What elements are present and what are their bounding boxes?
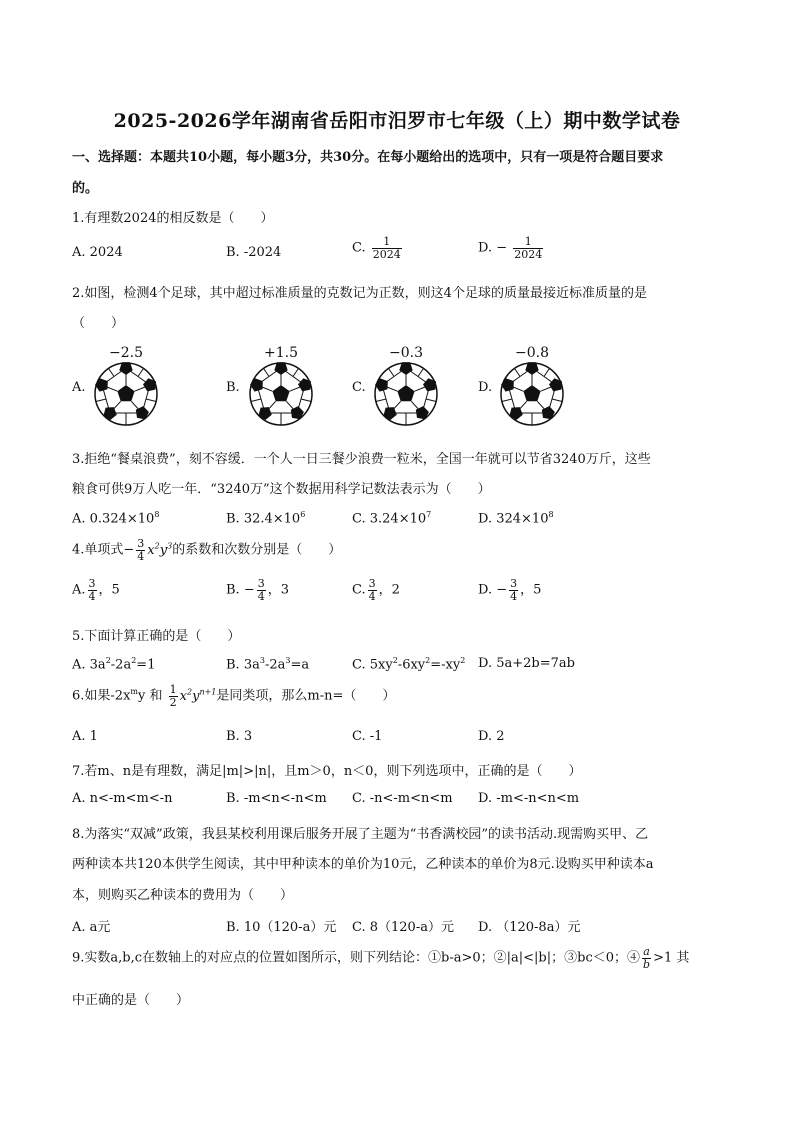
q4-stem: 4.单项式− $\frac{3}{4}$ $x^2y^3$的系数和次数分别是（ ） xyxy=(72,537,342,563)
soccer-ball-icon xyxy=(93,361,159,427)
q8-stem-cont: 两种读本共120本供学生阅读，其中甲种读本的单价为10元，乙种读本的单价为8元.设购买甲种读本a xyxy=(72,857,654,872)
q6-stem: 6.如果$-2x^my$ 和 $\frac{1}{2}$ $x^2y^{n+1}$是同类项，那么m-n=（ ） xyxy=(72,683,396,709)
q1-option-b: B. -2024 xyxy=(226,245,282,260)
page-title: 2025-2026学年湖南省岳阳市汨罗市七年级（上）期中数学试卷 xyxy=(113,110,681,132)
q8-stem: 8.为落实“双减”政策，我县某校利用课后服务开展了主题为“书香满校园”的读书活动.现需购买甲、乙 xyxy=(72,827,649,842)
q2-ball-a xyxy=(90,345,162,427)
q8-option-d: D. （120-8a）元 xyxy=(478,920,581,935)
q3-option-d: D. $324\times 10^8$ xyxy=(478,510,554,527)
fraction: $\frac{3}{4}$ xyxy=(137,537,145,563)
q9-stem: 9.实数a,b,c在数轴上的对应点的位置如图所示，则下列结论：①b-a>0；②|a|<|b|；③bc＜0；④ $\frac{a}{b}$ >1 其 xyxy=(72,945,690,971)
q3-option-c: C. $3.24\times 10^7$ xyxy=(352,510,432,527)
monomial: $x^2y^3$ xyxy=(147,541,173,558)
q4-option-d: D. − $\frac{3}{4}$ ，5 xyxy=(478,577,542,603)
q3-option-b: B. $32.4\times 10^6$ xyxy=(226,510,306,527)
q1-option-d: D. − $\frac{1}{2024}$ xyxy=(478,235,543,261)
q2-stem-cont: （ ） xyxy=(72,316,125,331)
ball-value: −0.8 xyxy=(515,345,549,361)
q3-option-a: A. $0.324\times 10^8$ xyxy=(72,510,160,527)
q5-stem: 5.下面计算正确的是（ ） xyxy=(72,629,241,644)
q7-option-d: D. -m<-n<n<m xyxy=(478,791,580,806)
ball-value: +1.5 xyxy=(264,345,298,361)
q8-stem-cont2: 本，则购买乙种读本的费用为（ ） xyxy=(72,888,294,903)
section-heading: 一、选择题：本题共10小题，每小题3分，共30分。在每小题给出的选项中，只有一项是符合题目要求 xyxy=(72,150,664,165)
q2-option-a-letter: A. xyxy=(72,380,86,395)
q6-option-d: D. 2 xyxy=(478,729,505,744)
q7-option-a: A. n<-m<m<-n xyxy=(72,791,173,806)
q7-stem: 7.若m、n是有理数，满足|m|>|n|，且m＞0，n＜0，则下列选项中，正确的是（ ） xyxy=(72,764,582,779)
q8-option-a: A. a元 xyxy=(72,920,111,935)
q5-option-d: D. 5a+2b=7ab xyxy=(478,656,575,671)
q4-option-a: A. $\frac{3}{4}$ ，5 xyxy=(72,577,120,603)
ball-value: −0.3 xyxy=(389,345,423,361)
q4-option-c: C. $\frac{3}{4}$ ，2 xyxy=(352,577,400,603)
q8-option-b: B. 10（120-a）元 xyxy=(226,920,337,935)
q2-ball-b xyxy=(245,345,317,427)
q2-stem: 2.如图，检测4个足球，其中超过标准质量的克数记为正数，则这4个足球的质量最接近标准质量的是 xyxy=(72,286,647,301)
q6-option-a: A. 1 xyxy=(72,729,98,744)
q6-option-c: C. -1 xyxy=(352,729,383,744)
q5-option-a: A. $3a^2-2a^2=1$ xyxy=(72,656,156,673)
soccer-ball-icon xyxy=(499,361,565,427)
q2-ball-c xyxy=(370,345,442,427)
soccer-ball-icon xyxy=(248,361,314,427)
fraction: $\frac{1}{2}$ xyxy=(169,683,177,709)
q5-option-b: B. $3a^3-2a^3=a$ xyxy=(226,656,310,673)
q9-stem-cont: 中正确的是（ ） xyxy=(72,993,190,1008)
q5-option-c: C. $5xy^2-6xy^2=-xy^2$ xyxy=(352,656,466,673)
soccer-ball-icon xyxy=(373,361,439,427)
q1-option-c: C. $\frac{1}{2024}$ xyxy=(352,235,401,261)
q4-option-b: B. − $\frac{3}{4}$ ，3 xyxy=(226,577,289,603)
q8-option-c: C. 8（120-a）元 xyxy=(352,920,454,935)
fraction: $\frac{1}{2024}$ xyxy=(372,235,401,261)
q6-option-b: B. 3 xyxy=(226,729,253,744)
q7-option-c: C. -n<-m<n<m xyxy=(352,791,453,806)
q7-option-b: B. -m<n<-n<m xyxy=(226,791,327,806)
q2-ball-d xyxy=(496,345,568,427)
fraction: $\frac{a}{b}$ xyxy=(643,945,651,971)
q1-stem: 1.有理数2024的相反数是（ ） xyxy=(72,211,274,226)
q3-stem: 3.拒绝“餐桌浪费”，刻不容缓．一个人一日三餐少浪费一粒米，全国一年就可以节省3240万斤，这些 xyxy=(72,452,651,467)
q2-option-c-letter: C. xyxy=(352,380,366,395)
ball-value: −2.5 xyxy=(109,345,143,361)
section-heading-cont: 的。 xyxy=(72,181,99,196)
q1-option-a: A. 2024 xyxy=(72,245,123,260)
q2-option-b-letter: B. xyxy=(226,380,240,395)
q3-stem-cont: 粮食可供9万人吃一年．“3240万”这个数据用科学记数法表示为（ ） xyxy=(72,482,491,497)
q2-option-d-letter: D. xyxy=(478,380,493,395)
fraction: $\frac{1}{2024}$ xyxy=(514,235,543,261)
